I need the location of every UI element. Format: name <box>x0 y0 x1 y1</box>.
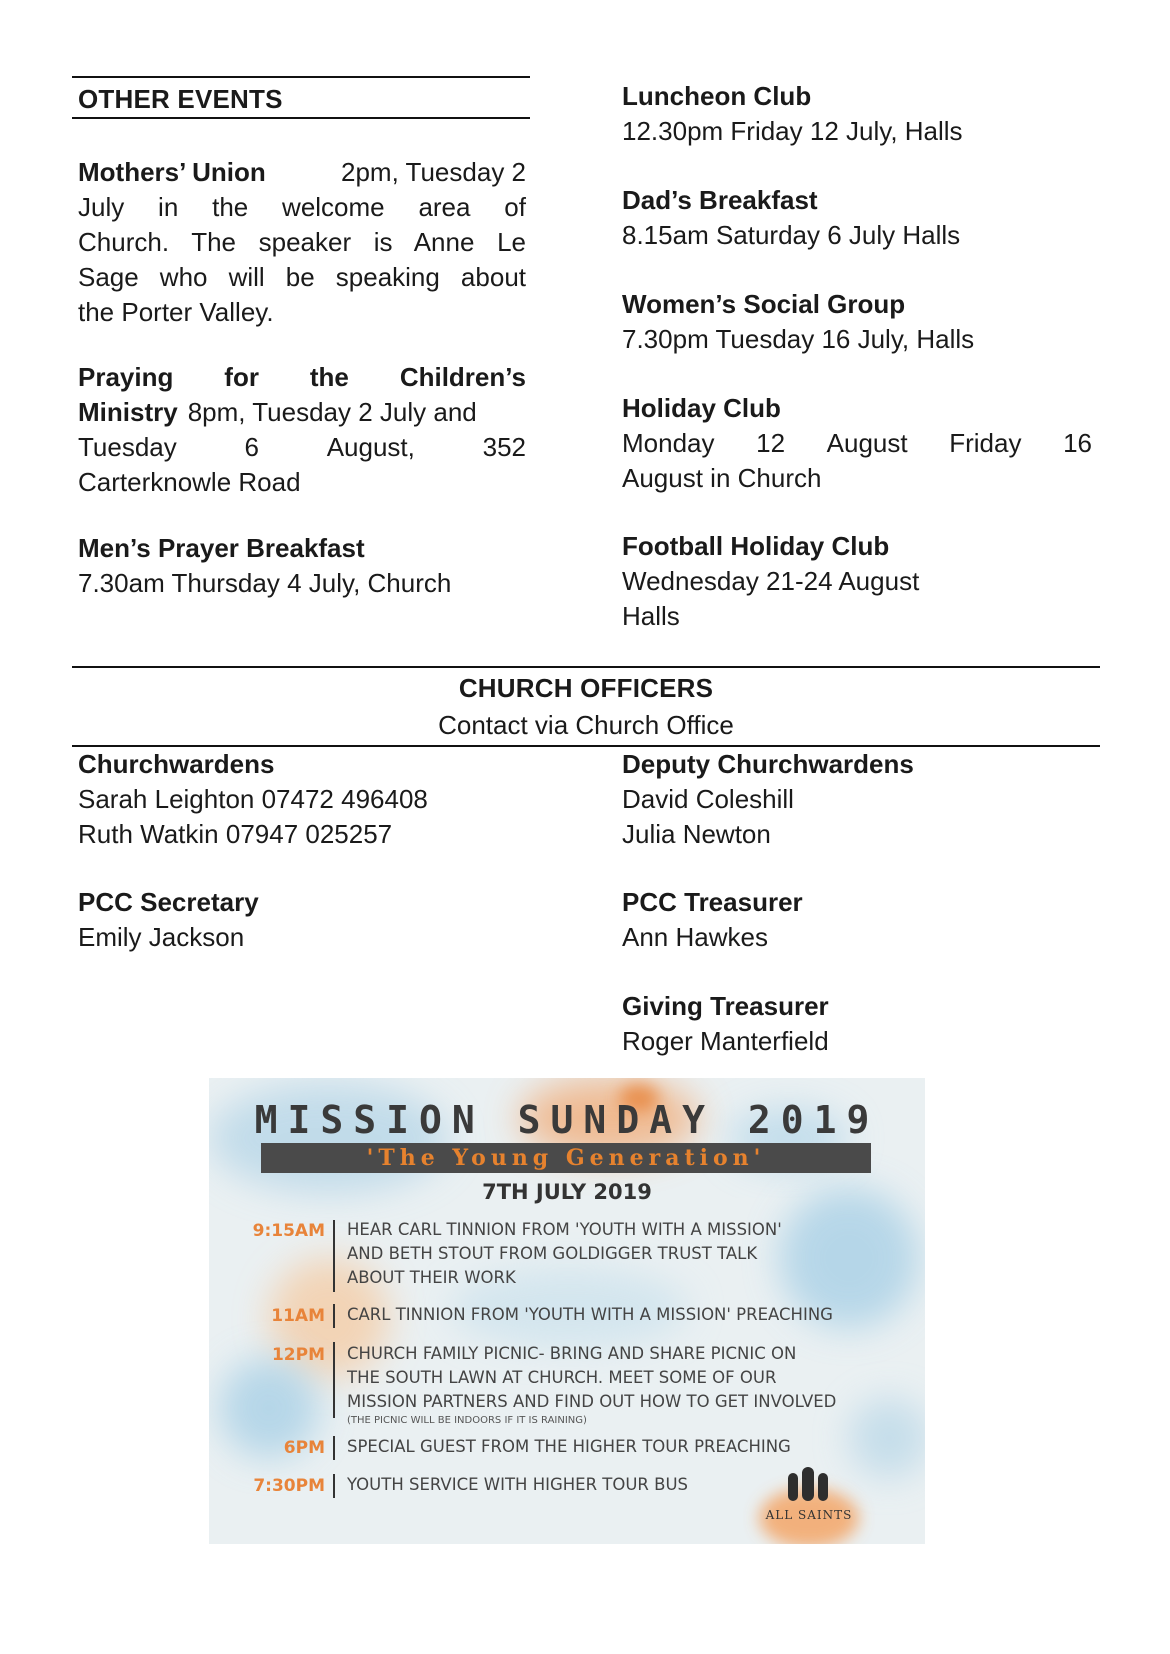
luncheon-detail: 12.30pm Friday 12 July, Halls <box>622 116 963 146</box>
mothers-union-title: Mothers’ Union <box>78 157 266 187</box>
holiday-line2: August in Church <box>622 463 822 493</box>
schedule-line: MISSION PARTNERS AND FIND OUT HOW TO GET INVOLVED <box>347 1392 837 1411</box>
womens-block <box>622 287 974 357</box>
womens-title: Women’s Social Group <box>622 289 906 319</box>
mu-word: the <box>212 192 249 222</box>
schedule-line: SPECIAL GUEST FROM THE HIGHER TOUR PREACHING <box>347 1437 791 1456</box>
mothers-union-line3: Church. The speaker is Anne Le <box>78 227 526 257</box>
giving-block <box>622 989 829 1059</box>
schedule-desc <box>347 1218 907 1290</box>
mission-sunday-poster <box>209 1078 925 1544</box>
womens-detail: 7.30pm Tuesday 16 July, Halls <box>622 324 975 354</box>
praying-l3w3: August, <box>326 432 415 462</box>
churchwarden-1: Sarah Leighton 07472 496408 <box>78 784 428 814</box>
schedule-line: CARL TINNION FROM 'YOUTH WITH A MISSION' PREACHING <box>347 1305 833 1324</box>
mu-word: of <box>504 192 526 222</box>
giving-name: Roger Manterfield <box>622 1026 829 1056</box>
praying-w1: Praying <box>78 362 174 392</box>
schedule-divider-5 <box>333 1474 335 1498</box>
praying-l3w2: 6 <box>244 432 259 462</box>
mens-breakfast-block <box>78 531 451 601</box>
holiday-w3: August <box>826 428 908 458</box>
praying-l3w4: 352 <box>482 432 526 462</box>
mu-l2 <box>78 190 526 225</box>
holiday-w2: 12 <box>756 428 786 458</box>
schedule-divider-3 <box>333 1342 335 1418</box>
mens-breakfast-title: Men’s Prayer Breakfast <box>78 533 365 563</box>
mu-word: July <box>78 192 125 222</box>
mens-breakfast-detail: 7.30am Thursday 4 July, Church <box>78 568 452 598</box>
mothers-union-line2 <box>78 190 526 225</box>
churchwarden-2: Ruth Watkin 07947 025257 <box>78 819 393 849</box>
football-block <box>622 529 919 634</box>
mu-word: area <box>418 192 471 222</box>
officers-top-rule <box>72 666 1100 668</box>
schedule-divider-4 <box>333 1436 335 1460</box>
officers-subheading: Contact via Church Office <box>438 710 734 740</box>
poster-band: 'The Young Generation' <box>261 1143 871 1173</box>
mothers-union-line1: 2pm, Tuesday 2 <box>341 157 526 187</box>
poster-title: MISSION SUNDAY 2019 <box>254 1098 880 1142</box>
secretary-block <box>78 885 259 955</box>
luncheon-title: Luncheon Club <box>622 81 812 111</box>
deputy-1: David Coleshill <box>622 784 794 814</box>
mu-word: welcome <box>282 192 385 222</box>
praying-line2: 8pm, Tuesday 2 July and <box>187 397 477 427</box>
dads-detail: 8.15am Saturday 6 July Halls <box>622 220 961 250</box>
church-logo-text: ALL SAINTS <box>765 1508 853 1522</box>
other-events-heading: OTHER EVENTS <box>78 84 283 114</box>
football-title: Football Holiday Club <box>622 531 890 561</box>
treasurer-block <box>622 885 803 955</box>
schedule-desc <box>347 1303 907 1327</box>
dads-block <box>622 183 960 253</box>
praying-line4: Carterknowle Road <box>78 467 301 497</box>
schedule-line: YOUTH SERVICE WITH HIGHER TOUR BUS <box>347 1475 689 1494</box>
praying-ministry: Ministry <box>78 397 178 427</box>
holiday-w4: Friday <box>949 428 1022 458</box>
churchwardens-title: Churchwardens <box>78 749 275 779</box>
praying-w2: for <box>224 362 259 392</box>
holiday-w5: 16 <box>1063 428 1092 458</box>
deputy-2: Julia Newton <box>622 819 771 849</box>
deputy-title: Deputy Churchwardens <box>622 749 914 779</box>
holiday-w1: Monday <box>622 428 715 458</box>
schedule-note: (THE PICNIC WILL BE INDOORS IF IT IS RAINING) <box>347 1415 587 1426</box>
schedule-desc <box>347 1342 907 1414</box>
schedule-time: 9:15AM <box>252 1221 325 1241</box>
schedule-time: 7:30PM <box>253 1476 325 1496</box>
holiday-title: Holiday Club <box>622 393 781 423</box>
mu-word: in <box>158 192 179 222</box>
poster-date: 7TH JULY 2019 <box>482 1180 652 1204</box>
schedule-divider-1 <box>333 1220 335 1292</box>
schedule-time: 6PM <box>283 1438 325 1458</box>
schedule-desc <box>347 1435 907 1459</box>
mothers-union-block <box>78 155 526 330</box>
mothers-union-line5: the Porter Valley. <box>78 297 274 327</box>
schedule-line: THE SOUTH LAWN AT CHURCH. MEET SOME OF OUR <box>347 1368 777 1387</box>
football-line1: Wednesday 21-24 August <box>622 566 920 596</box>
secretary-name: Emily Jackson <box>78 922 245 952</box>
top-rule-left <box>72 76 530 78</box>
mothers-union-line4: Sage who will be speaking about <box>78 262 526 292</box>
secretary-title: PCC Secretary <box>78 887 259 917</box>
praying-block <box>78 360 526 500</box>
praying-w3: the <box>309 362 349 392</box>
luncheon-block <box>622 79 963 149</box>
treasurer-title: PCC Treasurer <box>622 887 803 917</box>
giving-title: Giving Treasurer <box>622 991 829 1021</box>
schedule-line: ABOUT THEIR WORK <box>347 1268 516 1287</box>
churchwardens-block <box>78 747 428 852</box>
praying-w4: Children’s <box>399 362 526 392</box>
praying-l3w1: Tuesday <box>78 432 177 462</box>
holiday-block <box>622 391 1092 496</box>
heading-underline-left <box>72 117 530 119</box>
schedule-divider-2 <box>333 1304 335 1328</box>
officers-heading: CHURCH OFFICERS <box>458 673 714 703</box>
schedule-time: 11AM <box>271 1306 325 1326</box>
schedule-line: HEAR CARL TINNION FROM 'YOUTH WITH A MISSION' <box>347 1220 782 1239</box>
deputy-block <box>622 747 914 852</box>
dads-title: Dad’s Breakfast <box>622 185 818 215</box>
treasurer-name: Ann Hawkes <box>622 922 768 952</box>
schedule-line: CHURCH FAMILY PICNIC- BRING AND SHARE PICNIC ON <box>347 1344 797 1363</box>
football-line2: Halls <box>622 601 680 631</box>
church-logo-icon <box>784 1463 834 1503</box>
schedule-time: 12PM <box>271 1345 325 1365</box>
schedule-line: AND BETH STOUT FROM GOLDIGGER TRUST TALK <box>347 1244 758 1263</box>
